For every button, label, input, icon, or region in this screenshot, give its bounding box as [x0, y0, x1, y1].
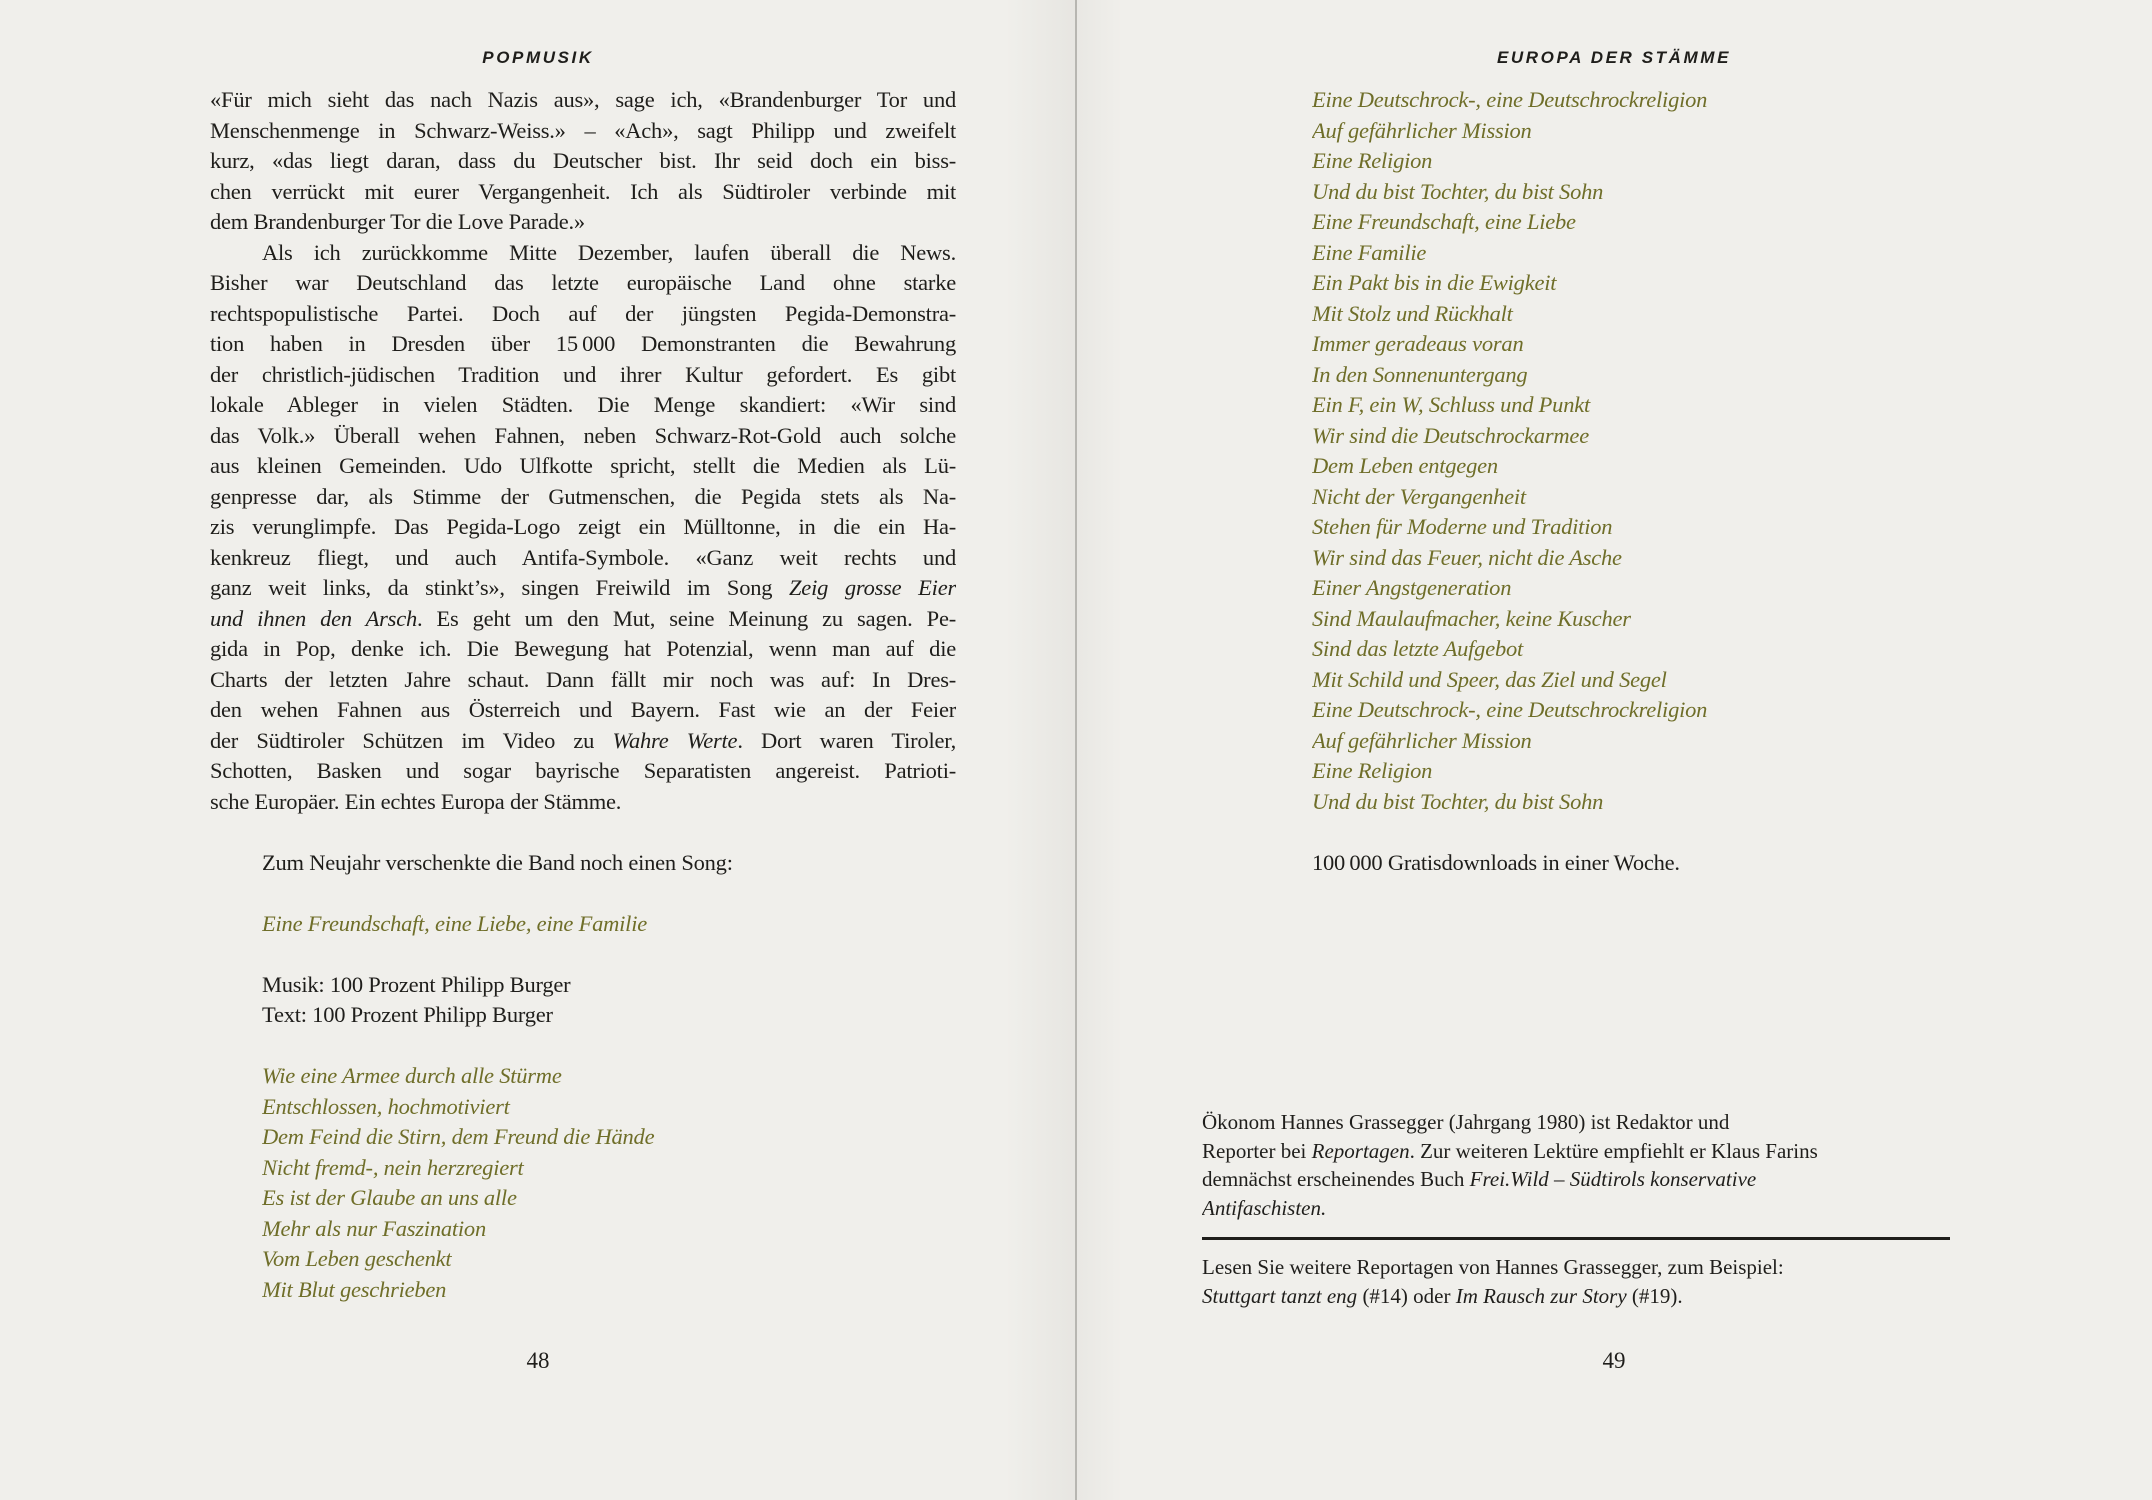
text-segment: Lesen Sie weitere Reportagen von Hannes Grassegger, zum Beispiel: — [1202, 1255, 1784, 1279]
lyric-line — [262, 1153, 956, 1184]
italic-text-segment: Auf gefährlicher Mission — [1312, 117, 1532, 143]
italic-text-segment: Reportagen — [1311, 1138, 1410, 1163]
body-text-line — [210, 177, 956, 208]
lyric-line — [1312, 329, 1972, 360]
italic-text-segment: Frei.Wild – Südtirols konservative — [1469, 1167, 1757, 1191]
text-segment: (#14) oder — [1357, 1283, 1456, 1308]
body-text-line — [210, 238, 956, 269]
italic-text-segment: Eine Deutschrock-, eine Deutschrockreligion — [1312, 697, 1708, 722]
bio-line — [1202, 1165, 1950, 1194]
lyric-line — [1312, 268, 1972, 299]
italic-text-segment: Wir sind das Feuer, nicht die Asche — [1312, 544, 1622, 570]
lyric-line — [1312, 299, 1972, 330]
author-footnote — [1202, 1108, 1950, 1310]
text-segment: Reporter bei — [1202, 1138, 1312, 1163]
text-segment: genpresse dar, als Stimme der Gutmenschen, die Pegida stets als Na- — [210, 483, 956, 509]
italic-text-segment: Mit Schild und Speer, das Ziel und Segel — [1312, 666, 1667, 692]
lyric-line — [1312, 604, 1972, 635]
text-segment: . Dort waren Tiroler, — [737, 727, 956, 753]
lyric-line — [1312, 726, 1972, 757]
body-text-line — [210, 634, 956, 665]
italic-text-segment: Entschlossen, hochmotiviert — [262, 1093, 510, 1119]
lyric-line — [262, 1122, 956, 1153]
italic-text-segment: Eine Freundschaft, eine Liebe, eine Familie — [262, 910, 647, 936]
lyric-line — [262, 1275, 956, 1306]
italic-text-segment: Sind Maulaufmacher, keine Kuscher — [1312, 605, 1631, 631]
lyric-line — [1312, 451, 1972, 482]
lyric-line — [1312, 360, 1972, 391]
body-text-line — [210, 787, 956, 818]
credit-line — [262, 1000, 956, 1031]
lyric-line — [262, 1244, 956, 1275]
body-text-line — [210, 756, 956, 787]
downloads-line-block — [1312, 848, 1972, 879]
italic-text-segment: Mit Stolz und Rückhalt — [1312, 300, 1513, 326]
lyric-line — [1312, 85, 1972, 116]
lyric-line — [1312, 787, 1972, 818]
further-reading-block — [1202, 1253, 1950, 1310]
body-text-line — [210, 512, 956, 543]
body-text-line — [210, 390, 956, 421]
lyric-line — [262, 1214, 956, 1245]
italic-text-segment: Ein F, ein W, Schluss und Punkt — [1312, 392, 1591, 417]
lyric-line — [1312, 695, 1972, 726]
italic-text-segment: Stuttgart tanzt eng — [1202, 1283, 1358, 1308]
italic-text-segment: Antifaschisten. — [1202, 1195, 1327, 1220]
italic-text-segment: Im Rausch zur Story — [1455, 1283, 1627, 1308]
text-segment: dem Brandenburger Tor die Love Parade.» — [210, 209, 585, 234]
italic-text-segment: Es ist der Glaube an uns alle — [262, 1185, 517, 1210]
text-segment: gida in Pop, denke ich. Die Bewegung hat Potenzial, wenn man auf die — [210, 636, 956, 661]
italic-text-segment: und ihnen den Arsch — [210, 605, 417, 631]
body-text-line — [210, 268, 956, 299]
body-text-line — [210, 299, 956, 330]
body-text-line — [210, 665, 956, 696]
lyric-line — [1312, 543, 1972, 574]
italic-text-segment: Auf gefährlicher Mission — [1312, 727, 1532, 753]
bio-line — [1202, 1137, 1950, 1166]
body-text-line — [210, 146, 956, 177]
text-segment: der christlich-jüdischen Tradition und ihrer Kultur gefordert. Es gibt — [210, 361, 956, 387]
lyric-line — [1312, 238, 1972, 269]
italic-text-segment: Eine Deutschrock-, eine Deutschrockreligion — [1312, 87, 1708, 112]
italic-text-segment: Dem Feind die Stirn, dem Freund die Hände — [262, 1124, 655, 1149]
lyric-line — [1312, 207, 1972, 238]
text-segment: . Es geht um den Mut, seine Meinung zu sagen. Pe- — [417, 605, 956, 631]
italic-text-segment: Stehen für Moderne und Tradition — [1312, 514, 1613, 539]
body-text-line — [210, 604, 956, 635]
body-text-line — [210, 695, 956, 726]
italic-text-segment: Zeig grosse Eier — [789, 575, 956, 600]
body-text-line — [210, 116, 956, 147]
italic-text-segment: Einer Angstgeneration — [1312, 575, 1512, 600]
text-segment: 100 000 Gratisdownloads in einer Woche. — [1312, 849, 1680, 875]
text-segment: . Zur weiteren Lektüre empfiehlt er Klaus Farins — [1409, 1138, 1818, 1163]
italic-text-segment: Nicht fremd-, nein herzregiert — [262, 1154, 524, 1180]
text-segment: rechtspopulistische Partei. Doch auf der jüngsten Pegida-Demonstra- — [210, 300, 956, 326]
italic-text-segment: Und du bist Tochter, du bist Sohn — [1312, 788, 1604, 814]
right-lyrics-block — [1312, 85, 1972, 817]
lyric-line — [1312, 756, 1972, 787]
lyric-line — [1312, 482, 1972, 513]
text-segment: aus kleinen Gemeinden. Udo Ulfkotte spricht, stellt die Medien als Lü- — [210, 453, 956, 478]
text-segment: lokale Ableger in vielen Städten. Die Menge skandiert: «Wir sind — [210, 392, 956, 417]
text-segment: ganz weit links, da stinkt’s», singen Freiwild im Song — [210, 575, 790, 600]
further-reading-line — [1202, 1282, 1950, 1311]
body-text-line — [210, 573, 956, 604]
italic-text-segment: Und du bist Tochter, du bist Sohn — [1312, 178, 1604, 204]
lyric-line — [1312, 177, 1972, 208]
text-segment: Menschenmenge in Schwarz-Weiss.» – «Ach», sagt Philipp und zweifelt — [210, 117, 956, 143]
text-segment: Musik: 100 Prozent Philipp Burger — [262, 971, 571, 997]
text-segment: Schotten, Basken und sogar bayrische Separatisten angereist. Patrioti- — [210, 758, 956, 783]
body-text-line — [210, 360, 956, 391]
italic-text-segment: Eine Religion — [1312, 758, 1433, 783]
text-segment: kenkreuz fliegt, und auch Antifa-Symbole. «Ganz weit rechts und — [210, 544, 956, 570]
body-text-line — [210, 543, 956, 574]
italic-text-segment: Sind das letzte Aufgebot — [1312, 636, 1524, 661]
text-segment: Als ich zurückkomme Mitte Dezember, laufen überall die News. — [262, 239, 956, 265]
lyric-line — [1312, 116, 1972, 147]
italic-text-segment: Dem Leben entgegen — [1312, 453, 1498, 478]
body-text-line — [210, 726, 956, 757]
text-segment: zis verunglimpfe. Das Pegida-Logo zeigt ein Mülltonne, in die ein Ha- — [210, 514, 956, 539]
text-segment: der Südtiroler Schützen im Video zu — [210, 727, 613, 753]
text-segment: das Volk.» Überall wehen Fahnen, neben Schwarz-Rot-Gold auch solche — [210, 422, 956, 448]
right-page — [1076, 0, 2152, 1500]
italic-text-segment: Wie eine Armee durch alle Stürme — [262, 1063, 562, 1088]
text-segment: sche Europäer. Ein echtes Europa der Stämme. — [210, 788, 622, 814]
italic-text-segment: Ein Pakt bis in die Ewigkeit — [1312, 270, 1557, 295]
downloads-line — [1312, 848, 1972, 879]
text-segment: chen verrückt mit eurer Vergangenheit. Ich als Südtiroler verbinde mit — [210, 178, 956, 204]
text-segment: demnächst erscheinendes Buch — [1202, 1167, 1470, 1191]
text-segment: Ökonom Hannes Grassegger (Jahrgang 1980) ist Redaktor und — [1202, 1110, 1730, 1134]
italic-text-segment: Immer geradeaus voran — [1312, 331, 1524, 356]
right-page-number: 49 — [1602, 1348, 1626, 1373]
text-segment: den wehen Fahnen aus Österreich und Bayern. Fast wie an der Feier — [210, 697, 956, 722]
italic-text-segment: Mit Blut geschrieben — [262, 1276, 447, 1302]
lyric-line — [1312, 146, 1972, 177]
italic-text-segment: Vom Leben geschenkt — [262, 1246, 452, 1271]
right-lyrics-column — [1312, 85, 1972, 878]
left-lyrics-block — [262, 1061, 956, 1305]
text-segment: tion haben in Dresden über 15 000 Demonstranten die Bewahrung — [210, 331, 956, 356]
lyric-line — [1312, 512, 1972, 543]
interlude-block — [262, 848, 956, 879]
text-segment: Text: 100 Prozent Philipp Burger — [262, 1002, 553, 1027]
page-gutter-line — [1075, 0, 1077, 1500]
credit-line — [262, 970, 956, 1001]
lyric-line — [262, 1183, 956, 1214]
text-segment: kurz, «das liegt daran, dass du Deutscher bist. Ihr seid doch ein biss- — [210, 148, 956, 173]
italic-text-segment: Mehr als nur Faszination — [262, 1215, 486, 1241]
body-text-line — [210, 85, 956, 116]
left-text-column — [210, 85, 956, 1305]
lyric-line — [262, 1092, 956, 1123]
lyric-line — [1312, 390, 1972, 421]
lyric-line — [1312, 665, 1972, 696]
body-text-line — [210, 451, 956, 482]
body-text-line — [210, 207, 956, 238]
lyric-line — [1312, 634, 1972, 665]
credits-block — [262, 970, 956, 1031]
italic-text-segment: Nicht der Vergangenheit — [1312, 483, 1526, 509]
lyric-line — [1312, 573, 1972, 604]
text-segment: Zum Neujahr verschenkte die Band noch einen Song: — [262, 849, 733, 875]
italic-text-segment: Eine Religion — [1312, 148, 1433, 173]
right-running-head: EUROPA DER STÄMME — [1496, 48, 1732, 67]
bio-line — [1202, 1108, 1950, 1137]
bio-line — [1202, 1194, 1950, 1223]
gutter-shadow-left — [1005, 0, 1075, 1500]
lyric-line — [1312, 421, 1972, 452]
left-body-paragraphs — [210, 85, 956, 817]
italic-text-segment: Eine Freundschaft, eine Liebe — [1312, 209, 1576, 234]
further-reading-line — [1202, 1253, 1950, 1282]
song-title-line — [262, 909, 956, 940]
text-segment: Bisher war Deutschland das letzte europäische Land ohne starke — [210, 270, 956, 295]
italic-text-segment: In den Sonnenuntergang — [1312, 361, 1528, 387]
left-page-number: 48 — [526, 1348, 550, 1373]
body-text-line — [210, 482, 956, 513]
text-segment: «Für mich sieht das nach Nazis aus», sage ich, «Brandenburger Tor und — [210, 87, 956, 112]
footnote-divider — [1202, 1237, 1950, 1240]
text-segment: (#19). — [1626, 1283, 1683, 1308]
author-bio-block — [1202, 1108, 1950, 1222]
gift-song-title-block — [262, 909, 956, 940]
left-running-head: POPMUSIK — [482, 48, 594, 67]
gutter-shadow-right — [1077, 0, 1123, 1500]
italic-text-segment: Wahre Werte — [612, 727, 738, 753]
body-text-line — [210, 329, 956, 360]
italic-text-segment: Eine Familie — [1312, 239, 1427, 265]
lyric-line — [262, 1061, 956, 1092]
italic-text-segment: Wir sind die Deutschrockarmee — [1312, 422, 1589, 448]
interlude-line — [262, 848, 956, 879]
text-segment: Charts der letzten Jahre schaut. Dann fällt mir noch was auf: In Dres- — [210, 666, 956, 692]
body-text-line — [210, 421, 956, 452]
